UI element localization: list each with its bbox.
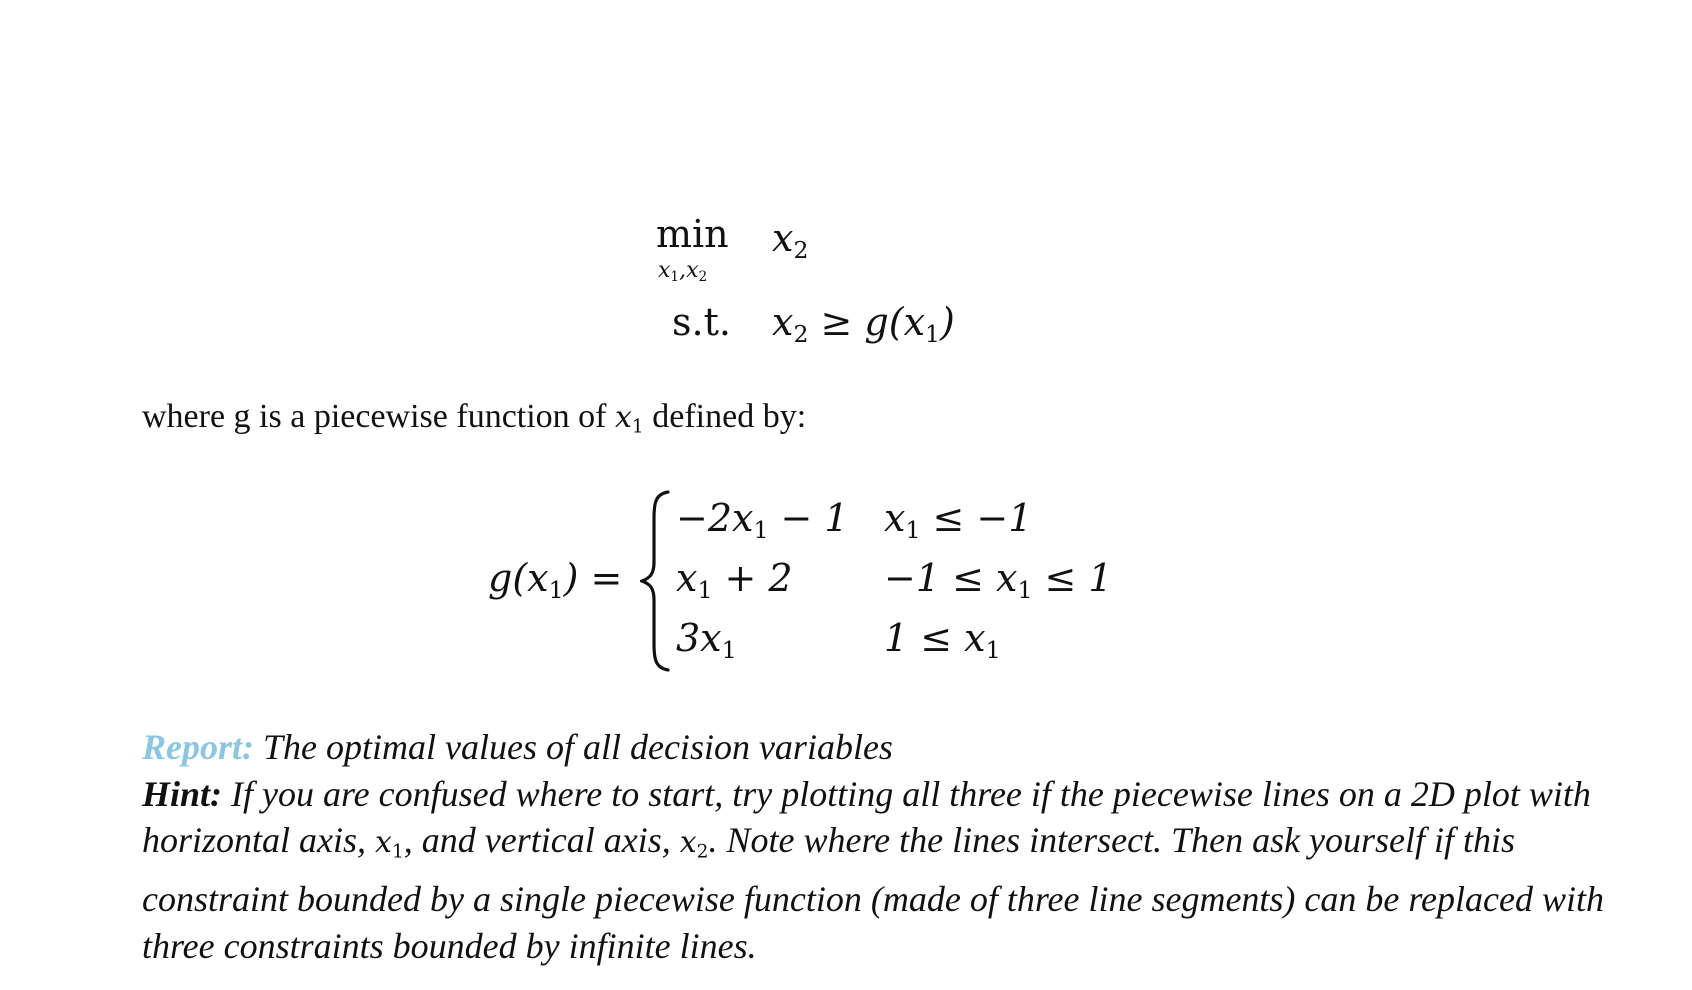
where-text-before: where g is a piecewise function of [142, 398, 607, 435]
piecewise-case-condition: $x_1 \le -1$ [884, 496, 1033, 545]
hint-variable-x2: $x_2$ [679, 825, 709, 863]
piecewise-case-condition: $-1 \le x_1 \le 1$ [884, 556, 1113, 605]
piecewise-case-expression: $x_1 + 2$ [676, 556, 793, 605]
hint-text-part3: . Note where the lines intersect. Then ask yourself if this constraint bounded by a single piecewise function (made of three line segments) can be replaced with three constraints bounded by infinite lines. [142, 820, 1605, 966]
min-operator: min [656, 212, 729, 256]
constraint-expression: $x_2 \ge g(x_1)$ [772, 300, 955, 349]
where-sentence [142, 398, 806, 438]
where-text-after: defined by: [652, 398, 807, 435]
objective-expression: $x_2$ [772, 216, 809, 265]
piecewise-case-expression: $3x_1$ [676, 616, 737, 665]
piecewise-case-expression: $-2x_1 - 1$ [676, 496, 849, 545]
piecewise-case-condition: $1 \le x_1$ [884, 616, 1001, 665]
min-subscript: $x_1,x_2$ [658, 258, 708, 286]
piecewise-lhs: $g(x_1)$ = [488, 556, 623, 605]
subject-to-label: s.t. [672, 300, 731, 344]
where-variable: $x_1$ [615, 400, 644, 438]
left-brace-icon [640, 488, 676, 674]
hint-text-part2: , and vertical axis, [403, 820, 671, 860]
report-line [142, 724, 1622, 771]
hint-text-part1: If you are confused where to start, try plotting all three if the piecewise lines on a 2D plot with horizontal axis, [142, 773, 1591, 860]
report-label: Report: [142, 727, 254, 767]
hint-variable-x1: $x_1$ [375, 825, 404, 863]
report-text: The optimal values of all decision variables [263, 727, 893, 767]
notes-block [142, 724, 1622, 969]
hint-label: Hint: [142, 773, 223, 814]
hint-paragraph [142, 771, 1622, 970]
